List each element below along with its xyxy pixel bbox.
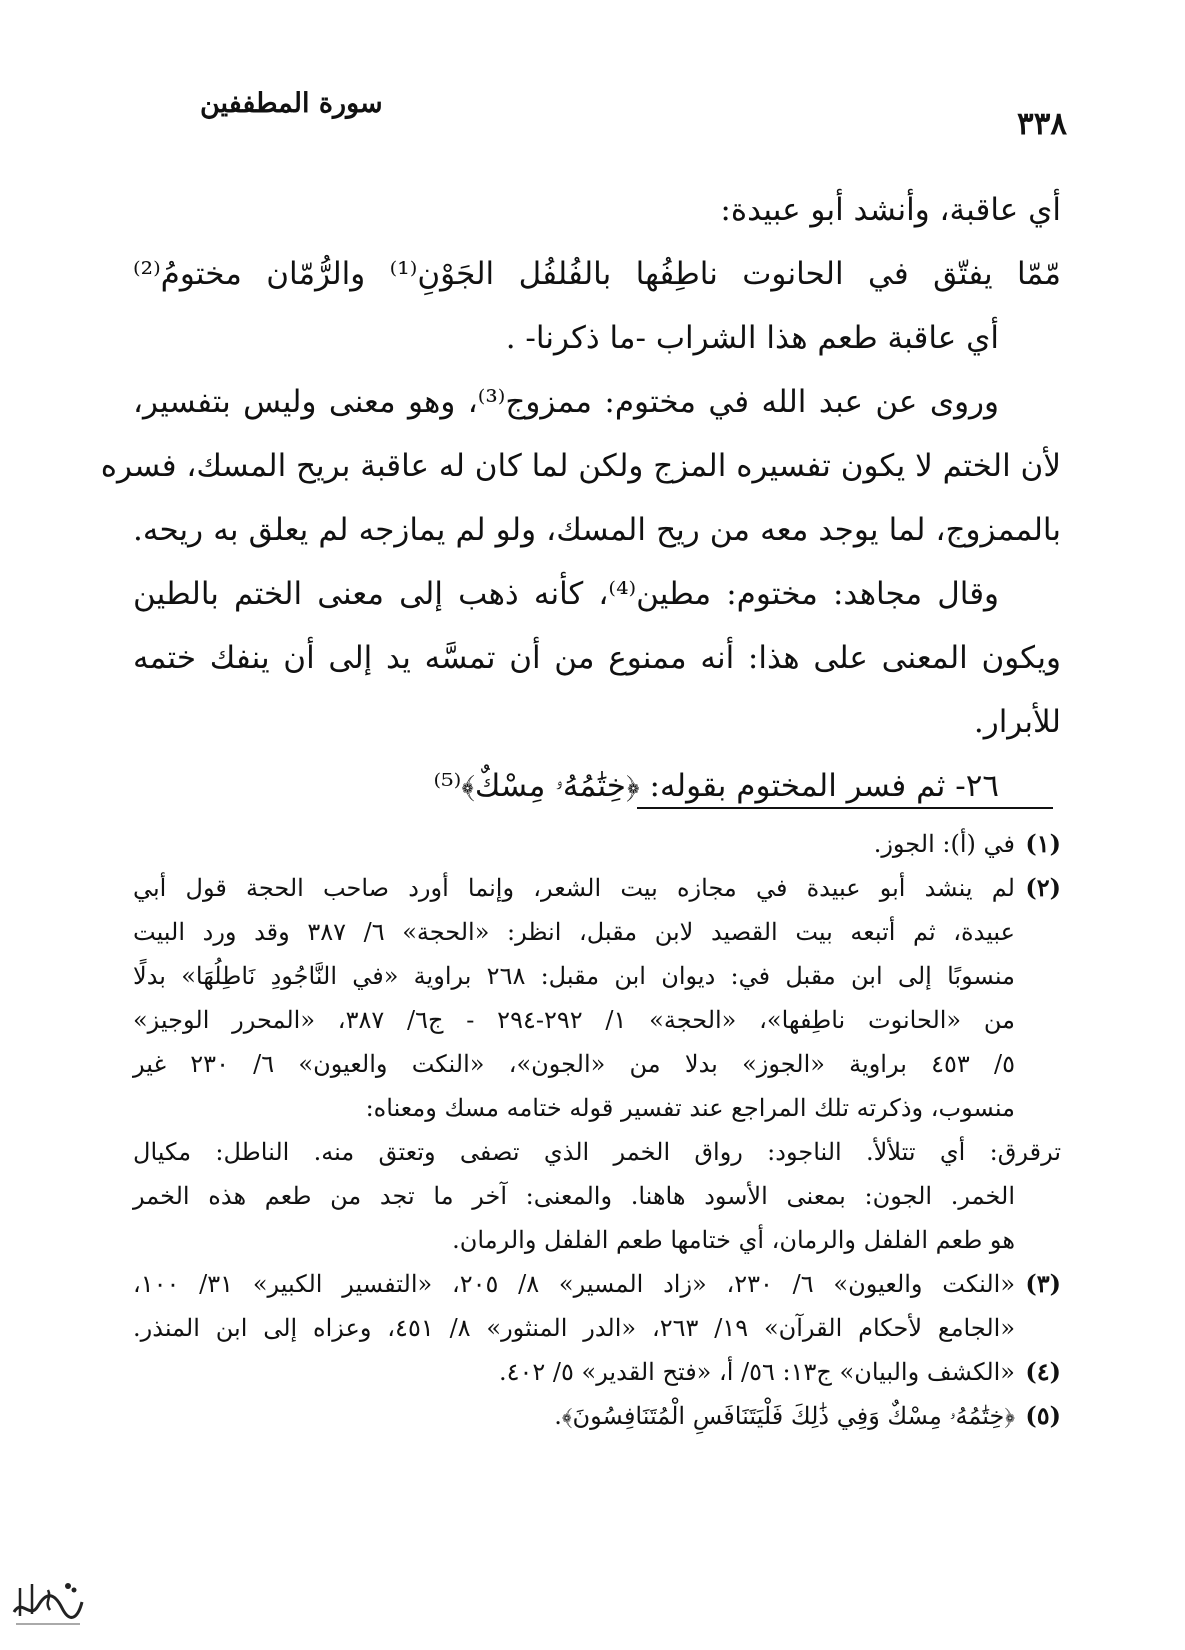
text-line: وقال مجاهد: مختوم: مطين⁽⁴⁾، كأنه ذهب إلى معنى الختم بالطين	[133, 576, 999, 612]
page-number: ٣٣٨	[1017, 106, 1067, 142]
footnote-line: ٥/ ٤٥٣ براوية «الجوز» بدلا من «الجون»، «النكت والعيون» ٦/ ٢٣٠ غير	[133, 1050, 1016, 1078]
text-line: ويكون المعنى على هذا: أنه ممنوع من أن تمسَّه يد إلى أن ينفك ختمه	[133, 640, 1061, 676]
footnote-number: (٤)	[1025, 1357, 1061, 1386]
footnote-line: لم ينشد أبو عبيدة في مجازه بيت الشعر، وإنما أورد صاحب الحجة قول أبي	[133, 874, 1015, 902]
main-text	[100, 178, 1061, 818]
calligraphic-logo-icon	[8, 1568, 88, 1630]
text-line: لأن الختم لا يكون تفسيره المزج ولكن لما كان له عاقبة بريح المسك، فسره	[100, 448, 1061, 484]
footnote-4	[133, 1350, 1061, 1394]
footnote-line: من «الحانوت ناطِفها»، «الحجة» ١/ ٢٩٢-٢٩٤ - ج٦/ ٣٨٧، «المحرر الوجيز»	[133, 1006, 1016, 1034]
footnote-continuation: هو طعم الفلفل والرمان، أي ختامها طعم الفلفل والرمان.	[452, 1226, 1015, 1254]
footnote-divider	[637, 807, 1053, 809]
footnote-line: «النكت والعيون» ٦/ ٢٣٠، «زاد المسير» ٨/ ٢٠٥، «التفسير الكبير» ٣١/ ١٠٠،	[133, 1270, 1016, 1298]
running-title: سورة المطففين	[200, 88, 383, 119]
verse-first-hemistich: مّمّا يفتّق في الحانوت ناطِفُها	[635, 256, 1061, 292]
footnote-line: عبيدة، ثم أتبعه بيت القصيد لابن مقبل، انظر: «الحجة» ٦/ ٣٨٧ وقد ورد البيت	[133, 918, 1015, 946]
footnotes	[133, 822, 1061, 1438]
text-line: أي عاقبة، وأنشد أبو عبيدة:	[720, 192, 1061, 228]
verse-second-hemistich: بالفُلفُل الجَوْنِ⁽¹⁾ والرُّمّان مختومُ⁽²⁾	[133, 256, 612, 292]
footnote-3	[133, 1262, 1061, 1350]
footnote-line: ﴿خِتَٰمُهُۥ مِسْكٌ وَفِي ذَٰلِكَ فَلْيَتَنَافَسِ الْمُتَنَافِسُونَ﴾.	[554, 1402, 1015, 1430]
footnote-number: (٥)	[1025, 1401, 1061, 1430]
footnote-2	[133, 866, 1061, 1130]
verse-heading: ٢٦- ثم فسر المختوم بقوله: ﴿خِتَٰمُهُۥ مِسْكٌ﴾⁽⁵⁾	[433, 768, 999, 804]
footnote-line: في (أ): الجوز.	[873, 830, 1015, 858]
footnote-line: «الجامع لأحكام القرآن» ١٩/ ٢٦٣، «الدر المنثور» ٨/ ٤٥١، وعزاه إلى ابن المنذر.	[133, 1314, 1016, 1342]
footnote-continuation: الخمر. الجون: بمعنى الأسود هاهنا. والمعنى: آخر ما تجد من طعم هذه الخمر	[133, 1182, 1015, 1210]
footnote-continuation: ترقرق: أي تتلألأ. الناجود: رواق الخمر الذي تصفى وتعتق منه. الناطل: مكيال	[133, 1138, 1061, 1166]
footnote-5	[133, 1394, 1061, 1438]
footnote-line: منسوب، وذكرته تلك المراجع عند تفسير قوله ختامه مسك ومعناه:	[365, 1094, 1015, 1122]
text-line: بالممزوج، لما يوجد معه من ريح المسك، ولو لم يمازجه لم يعلق به ريحه.	[133, 512, 1061, 548]
poetry-verse	[133, 242, 1061, 306]
text-line: أي عاقبة طعم هذا الشراب -ما ذكرنا- .	[505, 320, 999, 356]
text-line: وروى عن عبد الله في مختوم: ممزوج⁽³⁾، وهو معنى وليس بتفسير،	[133, 384, 999, 420]
footnote-number: (١)	[1025, 829, 1061, 858]
footnote-line: «الكشف والبيان» ج١٣: ٥٦/ أ، «فتح القدير» ٥/ ٤٠٢.	[498, 1358, 1015, 1386]
text-line: للأبرار.	[973, 704, 1061, 740]
footnote-number: (٢)	[1025, 873, 1061, 902]
footnote-number: (٣)	[1025, 1269, 1061, 1298]
footnote-1	[133, 822, 1061, 866]
footnote-line: منسوبًا إلى ابن مقبل في: ديوان ابن مقبل: ٢٦٨ براوية «في النَّاجُودِ نَاطِلُهَا» بدلًا	[133, 962, 1015, 990]
